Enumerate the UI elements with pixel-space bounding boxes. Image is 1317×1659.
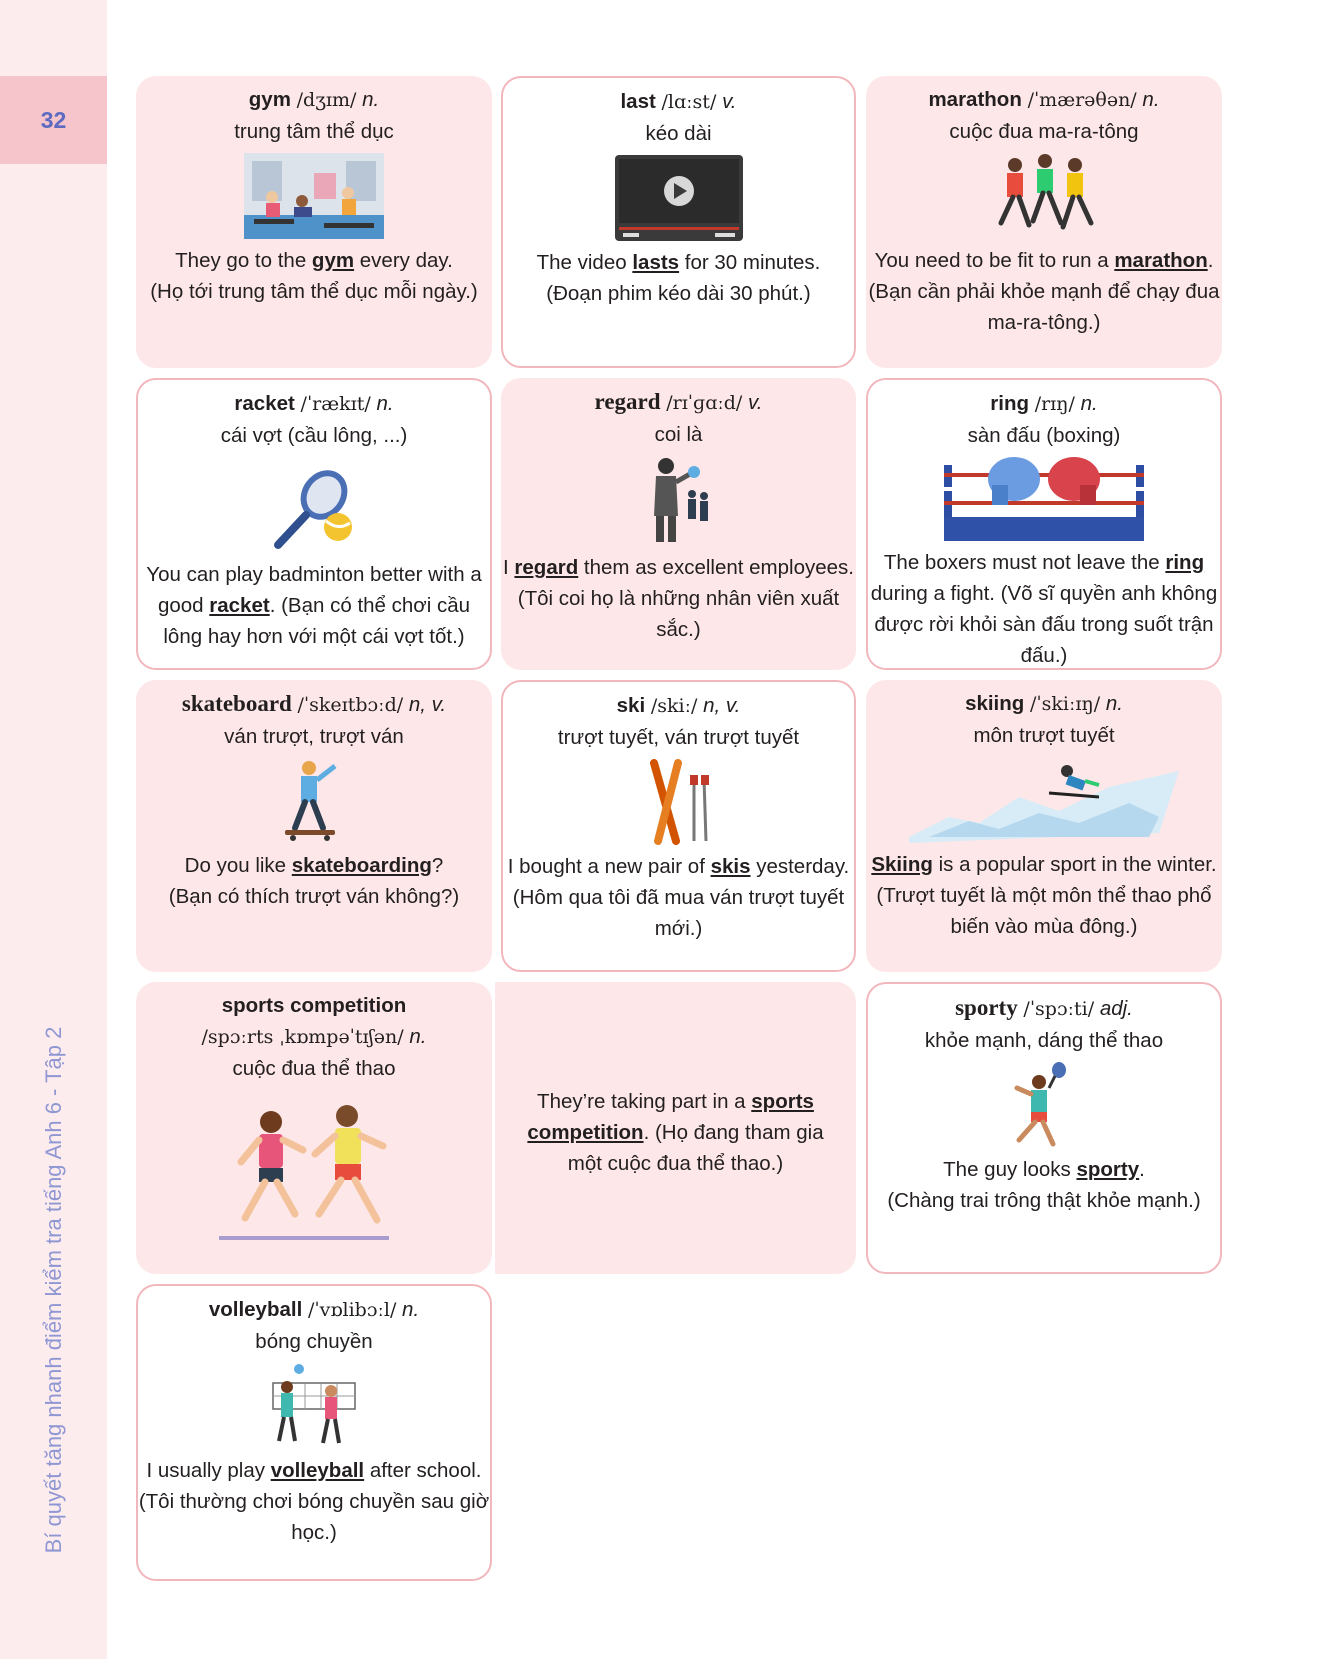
example-keyword: regard [514,556,579,579]
example-text: yesterday. (Hôm qua tôi đã mua ván trượt tuyết mới.) [512,855,850,940]
part-of-speech: n. [376,392,394,415]
page-number-tab [0,76,107,164]
headword: ski [616,694,646,717]
part-of-speech: adj. [1099,997,1133,1020]
skis-icon [644,759,714,845]
vocab-card-racket [136,378,492,670]
ipa: /ˈskeɪtbɔːd/ [297,694,404,716]
ipa: /ˈrækɪt/ [300,393,371,415]
example-keyword: volleyball [270,1459,365,1482]
racket-icon [264,465,364,551]
ipa: /ˈvɒlibɔːl/ [307,1299,397,1321]
example-keyword: skateboarding [291,854,432,877]
example-text: . (Họ đang tham gia một cuộc đua thể thao.) [567,1121,824,1175]
part-of-speech: n. [1142,88,1160,111]
example-text: . [1139,1158,1145,1181]
meaning: ván trượt, trượt ván [224,725,404,748]
example-keyword: lasts [632,251,680,274]
vocab-card-last [501,76,856,368]
vocab-card-sporty [866,982,1222,1274]
ipa: /rɪˈɡɑːd/ [666,392,743,414]
ipa: /ˈspɔːti/ [1023,998,1095,1020]
page-number: 32 [40,106,67,133]
meaning: khỏe mạnh, dáng thể thao [924,1029,1164,1052]
badminton-player-icon [1009,1062,1079,1148]
example-text: . (Bạn có thể chơi cầu lông hay hơn với một cái vợt tốt.) [163,594,471,648]
part-of-speech: n, v. [408,693,447,716]
part-of-speech: n. [362,88,380,111]
meaning: cuộc đua thể thao [232,1057,396,1080]
example-text: after school. (Tôi thường chơi bóng chuyền sau giờ học.) [138,1459,490,1544]
example-text: You need to be fit to run a [874,249,1115,272]
example-text: The guy looks [943,1158,1077,1181]
vocab-card-marathon [866,76,1222,368]
volleyball-players-icon [269,1363,359,1449]
meaning: coi là [654,423,703,446]
example-text: I usually play [146,1459,271,1482]
example-keyword: gym [311,249,355,272]
ipa: /spɔːrts ˌkɒmpəˈtɪʃən/ [201,1026,404,1048]
vocab-card-skiing [866,680,1222,972]
headword: gym [248,88,291,111]
example-keyword: sports competition [527,1090,814,1144]
meaning: cái vợt (cầu lông, ...) [220,424,408,447]
part-of-speech: n. [1105,692,1123,715]
part-of-speech: n, v. [703,694,741,717]
meaning: kéo dài [645,122,712,145]
skier-icon [909,757,1179,843]
example-keyword: racket [209,594,270,617]
manager-icon [644,456,714,546]
headword: ring [990,392,1029,415]
gym-icon [244,153,384,239]
race-runners-icon [219,1096,409,1246]
headword: marathon [928,88,1022,111]
headword: regard [594,389,661,414]
meaning: trung tâm thể dục [234,120,394,143]
example-text: They’re taking part in a [537,1090,752,1113]
example-text: The boxers must not leave the [883,551,1166,574]
example-text: every day. [354,249,453,272]
ipa: /skiː/ [650,695,698,717]
ipa: /ˈskiːɪŋ/ [1030,693,1101,715]
example-text: is a popular sport in the winter. (Trượt tuyết là một môn thể thao phổ biến vào mùa đông.) [876,853,1217,938]
ipa: /ˈmærəθən/ [1027,89,1137,111]
side-title: Bí quyết tăng nhanh điểm kiểm tra tiếng Anh 6 - Tập 2 [41,1026,66,1554]
meaning: bóng chuyền [255,1330,373,1353]
part-of-speech: n. [409,1025,427,1048]
boxing-ring-icon [944,457,1144,541]
meaning: sàn đấu (boxing) [967,424,1121,447]
headword: volleyball [208,1298,303,1321]
example-keyword: ring [1165,551,1205,574]
video-player-icon [615,155,743,241]
headword: last [620,90,656,113]
example-translation: (Đoạn phim kéo dài 30 phút.) [546,282,811,305]
ipa: /dʒɪm/ [296,89,357,111]
part-of-speech: v. [748,391,763,414]
example-text: I bought a new pair of [507,855,711,878]
side-title-wrap [0,990,107,1590]
vocab-card-volleyball [136,1284,492,1581]
headword: racket [234,392,295,415]
ipa: /rɪŋ/ [1034,393,1075,415]
example-text: them as excellent employees. (Tôi coi họ là những nhân viên xuất sắc.) [517,556,854,641]
example-text: . (Bạn cần phải khỏe mạnh để chạy đua ma-ra-tông.) [868,249,1220,334]
example-keyword: Skiing [871,853,933,876]
vocab-card-ring [866,378,1222,670]
vocab-card-ski [501,680,856,972]
example-translation: (Bạn có thích trượt ván không?) [168,885,460,908]
example-text: You can play badminton better with a good [146,563,482,617]
vocab-card-regard [501,378,856,670]
example-text: ? [431,854,444,877]
runners-icon [989,153,1099,239]
example-translation: (Chàng trai trông thật khỏe mạnh.) [887,1189,1201,1212]
example-keyword: sporty [1076,1158,1140,1181]
example-text: The video [536,251,633,274]
example-text: They go to the [175,249,312,272]
meaning: trượt tuyết, ván trượt tuyết [557,726,800,749]
part-of-speech: n. [402,1298,420,1321]
example-text: for 30 minutes. [679,251,821,274]
headword: skiing [965,692,1025,715]
skateboarder-icon [279,758,349,844]
headword: sporty [955,995,1018,1020]
ipa: /lɑːst/ [661,91,717,113]
example-translation: (Họ tới trung tâm thể dục mỗi ngày.) [150,280,478,303]
example-keyword: skis [710,855,751,878]
vocab-card-skateboard [136,680,492,972]
vocab-card-sports-competition-example [495,982,856,1274]
example-text: Do you like [184,854,292,877]
part-of-speech: n. [1080,392,1098,415]
example-text: during a fight. (Võ sĩ quyền anh không được rời khỏi sàn đấu trong suốt trận đấu.) [870,582,1218,667]
headword: sports competition [221,994,407,1017]
meaning: môn trượt tuyết [973,724,1115,747]
headword: skateboard [181,691,292,716]
example-text: I [503,556,515,579]
meaning: cuộc đua ma-ra-tông [949,120,1139,143]
vocab-card-sports-competition [136,982,492,1274]
vocab-card-gym [136,76,492,368]
example-keyword: marathon [1114,249,1208,272]
part-of-speech: v. [722,90,737,113]
